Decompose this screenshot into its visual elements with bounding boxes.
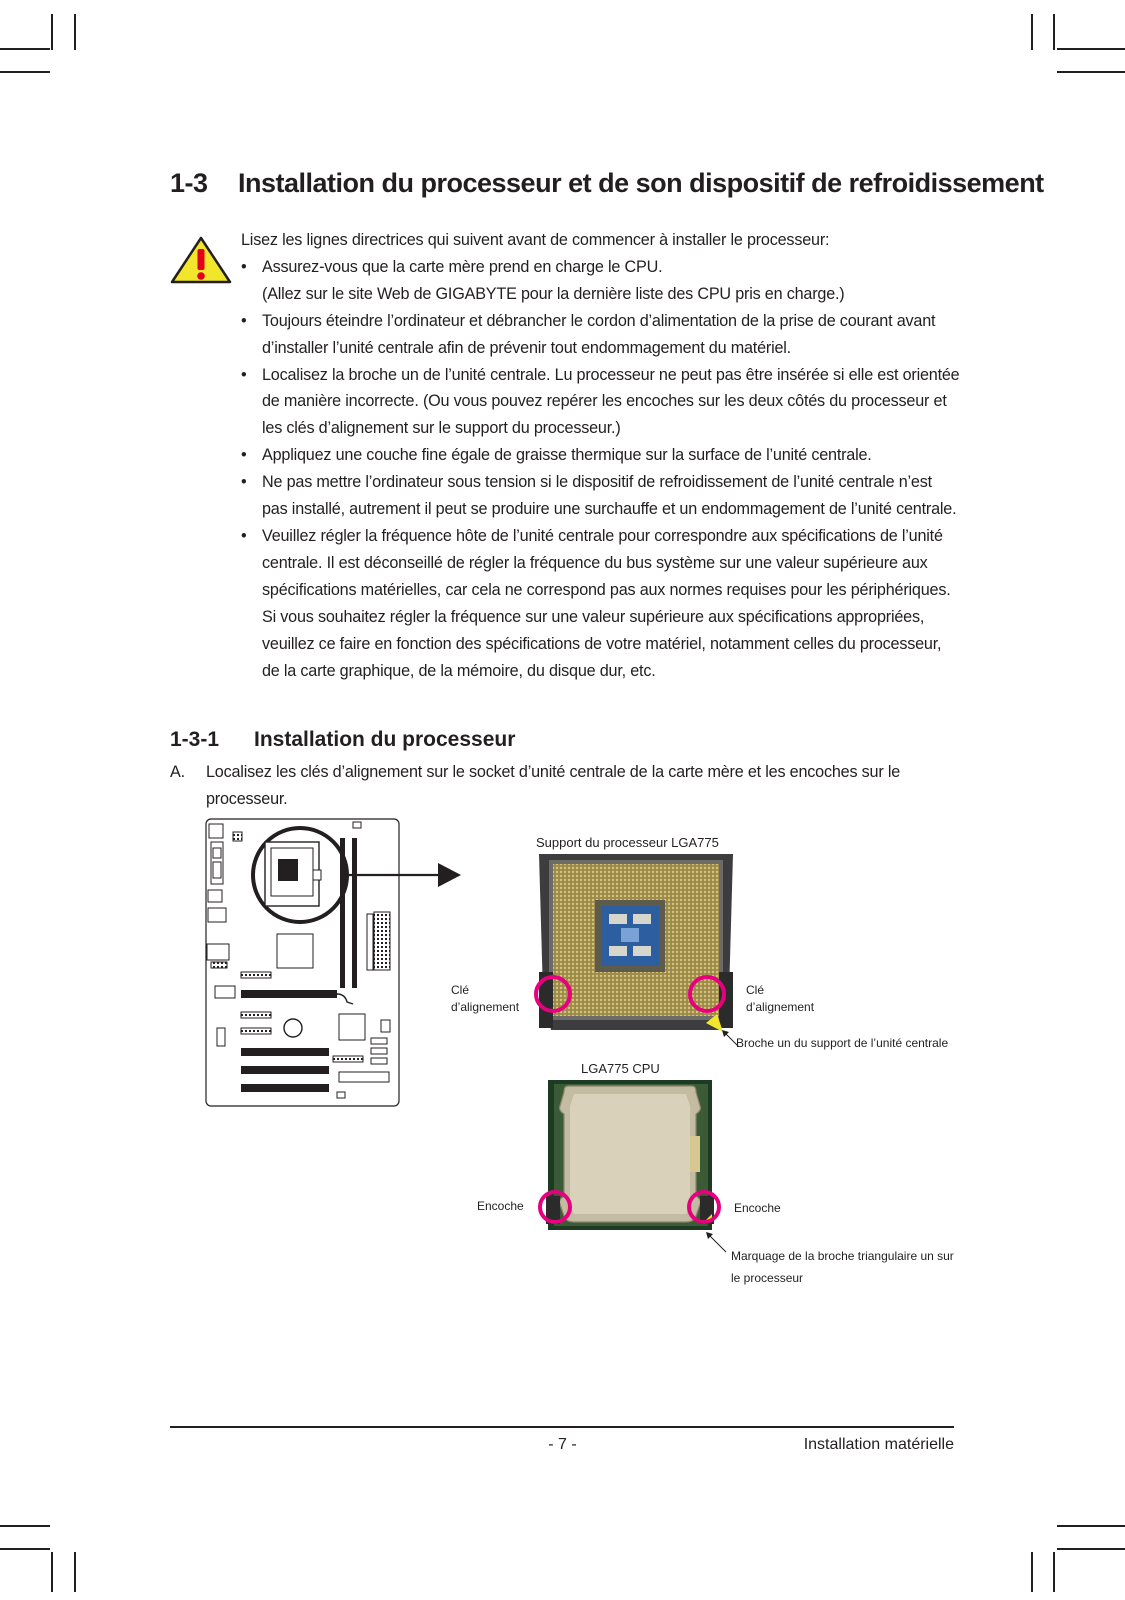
subsection-title [170,728,515,752]
chapter-name: Installation matérielle [803,1436,954,1453]
guideline-text: Assurez-vous que la carte mère prend en charge le CPU. [262,257,663,276]
guideline-item [241,469,961,523]
guideline-item [241,523,961,684]
guideline-item [241,442,961,469]
bullet: • [241,365,247,384]
key-right-line2: d’alignement [746,1000,815,1014]
section-number: 1-3 [170,168,208,198]
guideline-item [241,254,961,308]
step-text: Localisez les clés d’alignement sur le socket d’unité centrale de la carte mère et les encoches sur le processeur. [206,763,901,808]
guideline-text: Toujours éteindre l’ordinateur et débrancher le cordon d’alimentation de la prise de courant avant d’installer l’unité centrale afin de prévenir tout endommagement du matériel. [262,311,936,357]
bullet: • [241,257,247,276]
crop-mark [1057,1525,1125,1527]
guideline-text: Appliquez une couche fine égale de graisse thermique sur la surface de l’unité centrale. [262,446,872,465]
guideline-text: Ne pas mettre l’ordinateur sous tension si le dispositif de refroidissement de l’unité centrale n’est pas installé, autrement il peut se produire une surchauffe et un endommagement de l’unité centrale. [262,473,957,519]
crop-mark [1031,1552,1033,1592]
bullet: • [241,311,247,330]
crop-mark [0,1548,50,1550]
crop-mark [1031,14,1033,50]
step-a [170,759,960,813]
key-right-line1: Clé [746,983,765,997]
pin1-cpu-label [731,1245,954,1289]
guideline-item [241,308,961,362]
crop-mark [1057,71,1125,73]
guideline-list [241,254,961,685]
alignment-key-highlights [530,970,730,1050]
crop-mark [74,14,76,50]
pin1-cpu-leader [706,1232,730,1256]
subsection-title-text: Installation du processeur [254,728,516,751]
section-title [170,168,1044,199]
crop-mark [74,1552,76,1592]
crop-mark [51,1552,53,1592]
guideline-item [241,362,961,443]
pin1-cpu-line1: Marquage de la broche triangulaire un sur [731,1249,954,1263]
bullet: • [241,473,247,492]
crop-mark [0,71,50,73]
socket-caption: Support du processeur LGA775 [536,835,719,850]
guideline-text: Localisez la broche un de l’unité centrale. Lu processeur ne peut pas être insérée si elle est orientée de manière incorrecte. (Ou vous pouvez repérer les encoches sur les deux côtés du processeur et les clés d’alignement sur le support du processeur.) [262,365,960,438]
crop-mark [1057,1548,1125,1550]
guideline-note: (Allez sur le site Web de GIGABYTE pour la dernière liste des CPU pris en charge.) [262,284,845,303]
crop-mark [0,1525,50,1527]
page-number: - 7 - [548,1436,577,1453]
warning-icon [170,236,232,284]
crop-mark [0,48,50,50]
crop-mark [1053,1552,1055,1592]
intro-guidelines [241,227,961,684]
section-title-text: Installation du processeur et de son dispositif de refroidissement [238,168,1044,198]
alignment-key-right-label [746,982,814,1016]
cpu-caption: LGA775 CPU [581,1061,660,1076]
step-letter: A. [170,763,185,781]
subsection-number: 1-3-1 [170,728,220,751]
key-left-line2: d’alignement [451,1000,520,1014]
alignment-key-left-label [451,982,519,1016]
key-left-line1: Clé [451,983,470,997]
notch-right-label: Encoche [734,1201,781,1215]
motherboard-diagram [205,818,470,1110]
bullet: • [241,526,247,545]
pin1-cpu-line2: le processeur [731,1271,804,1285]
notch-highlights [536,1188,726,1228]
bullet: • [241,446,247,465]
notch-left-label: Encoche [477,1199,524,1213]
footer-rule [170,1426,954,1428]
intro-lead: Lisez les lignes directrices qui suivent avant de commencer à installer le processeur: [241,231,830,249]
pin1-socket-label: Broche un du support de l’unité centrale [736,1036,949,1050]
crop-mark [51,14,53,50]
crop-mark [1057,48,1125,50]
guideline-text: Veuillez régler la fréquence hôte de l’unité centrale pour correspondre aux spécifications de l’unité centrale. Il est déconseillé de régler la fréquence du bus système sur une valeur supérieure aux spécifications matérielles, car cela ne correspond pas aux normes requises pour les périphériques. Si vous souhaitez régler la fréquence sur une valeur supérieure aux spécifications appropriées, veuillez ce faire en fonction des spécifications de votre matériel, notamment celles du processeur, de la carte graphique, de la mémoire, du disque dur, etc. [262,526,951,680]
crop-mark [1053,14,1055,50]
